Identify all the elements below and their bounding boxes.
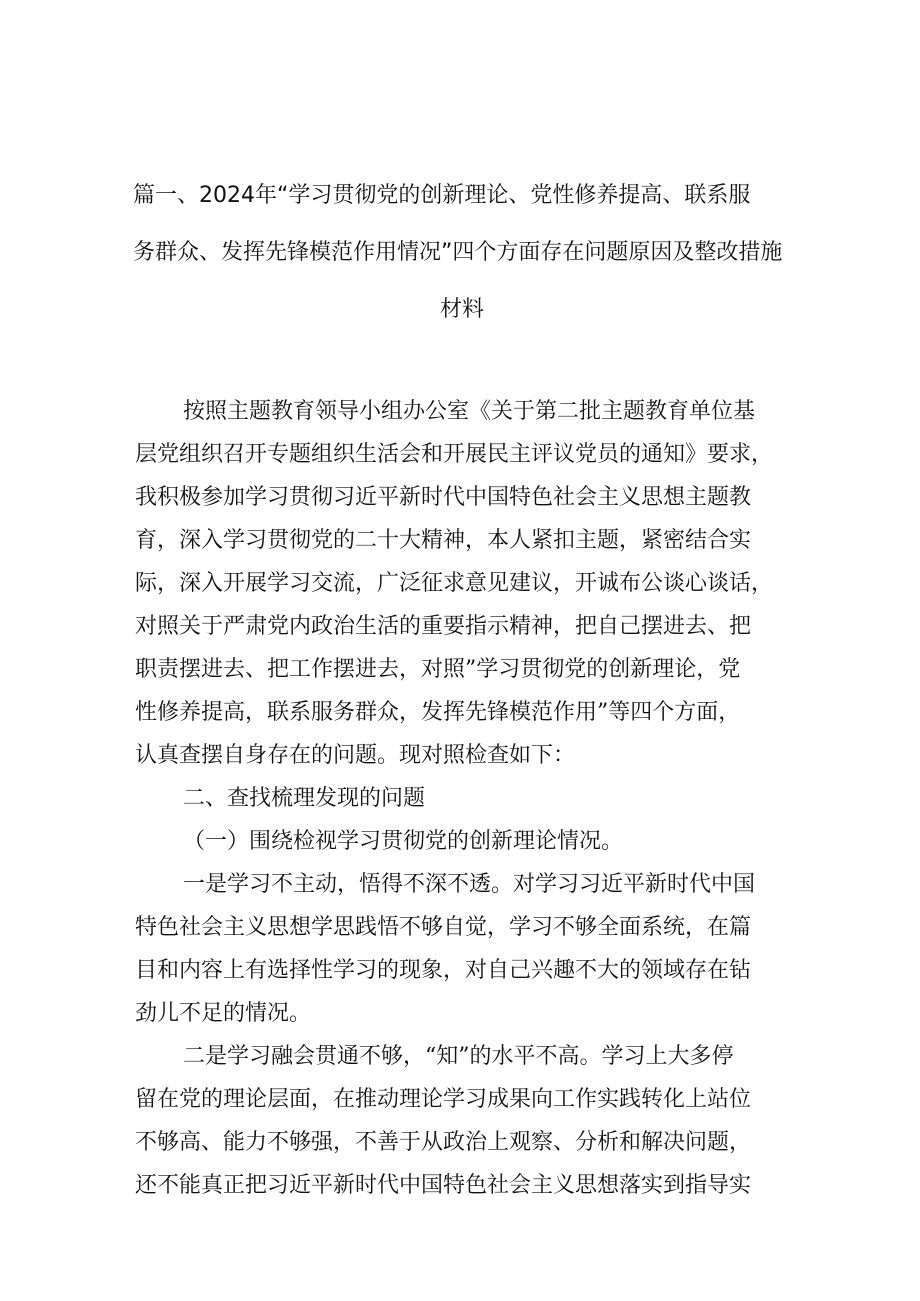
document-title-line-3: 材料 [440,297,485,322]
document-title-line-1: 篇一、2024年“学习贯彻党的创新理论、党性修养提高、联系服 [133,183,751,208]
intro-paragraph-line: 育，深入学习贯彻党的二十大精神，本人紧扣主题，紧密结合实 [135,528,752,553]
subsection-heading: （一）围绕检视学习贯彻党的创新理论情况。 [183,829,624,854]
point-one-line: 特色社会主义思想学思践悟不够自觉，学习不够全面系统，在篇 [135,915,752,940]
point-two-line: 不够高、能力不够强，不善于从政治上观察、分析和解决问题， [135,1130,752,1155]
intro-paragraph-line: 认真查摆自身存在的问题。现对照检查如下： [135,743,576,768]
document-title-line-2: 务群众、发挥先锋模范作用情况”四个方面存在问题原因及整改措施 [133,240,783,265]
point-two-line: 留在党的理论层面，在推动理论学习成果向工作实践转化上站位 [135,1087,752,1112]
point-two-line: 还不能真正把习近平新时代中国特色社会主义思想落实到指导实 [135,1173,752,1198]
point-two-line: 二是学习融会贯通不够，“知”的水平不高。学习上大多停 [183,1044,734,1069]
section-heading: 二、查找梳理发现的问题 [183,786,426,811]
intro-paragraph-line: 我积极参加学习贯彻习近平新时代中国特色社会主义思想主题教 [135,485,752,510]
point-one-line: 劲儿不足的情况。 [135,1001,312,1026]
intro-paragraph-line: 职责摆进去、把工作摆进去，对照”学习贯彻党的创新理论，党 [135,657,741,682]
intro-paragraph-line: 性修养提高，联系服务群众，发挥先锋模范作用”等四个方面， [135,700,741,725]
point-one-line: 目和内容上有选择性学习的现象，对自己兴趣不大的领域存在钻 [135,958,752,983]
point-one-line: 一是学习不主动，悟得不深不透。对学习习近平新时代中国 [183,872,756,897]
intro-paragraph-line: 按照主题教育领导小组办公室《关于第二批主题教育单位基 [183,399,756,424]
intro-paragraph-line: 对照关于严肃党内政治生活的重要指示精神，把自己摆进去、把 [135,614,752,639]
intro-paragraph-line: 际，深入开展学习交流，广泛征求意见建议，开诚布公谈心谈话， [135,571,774,596]
intro-paragraph-line: 层党组织召开专题组织生活会和开展民主评议党员的通知》要求， [135,442,774,467]
